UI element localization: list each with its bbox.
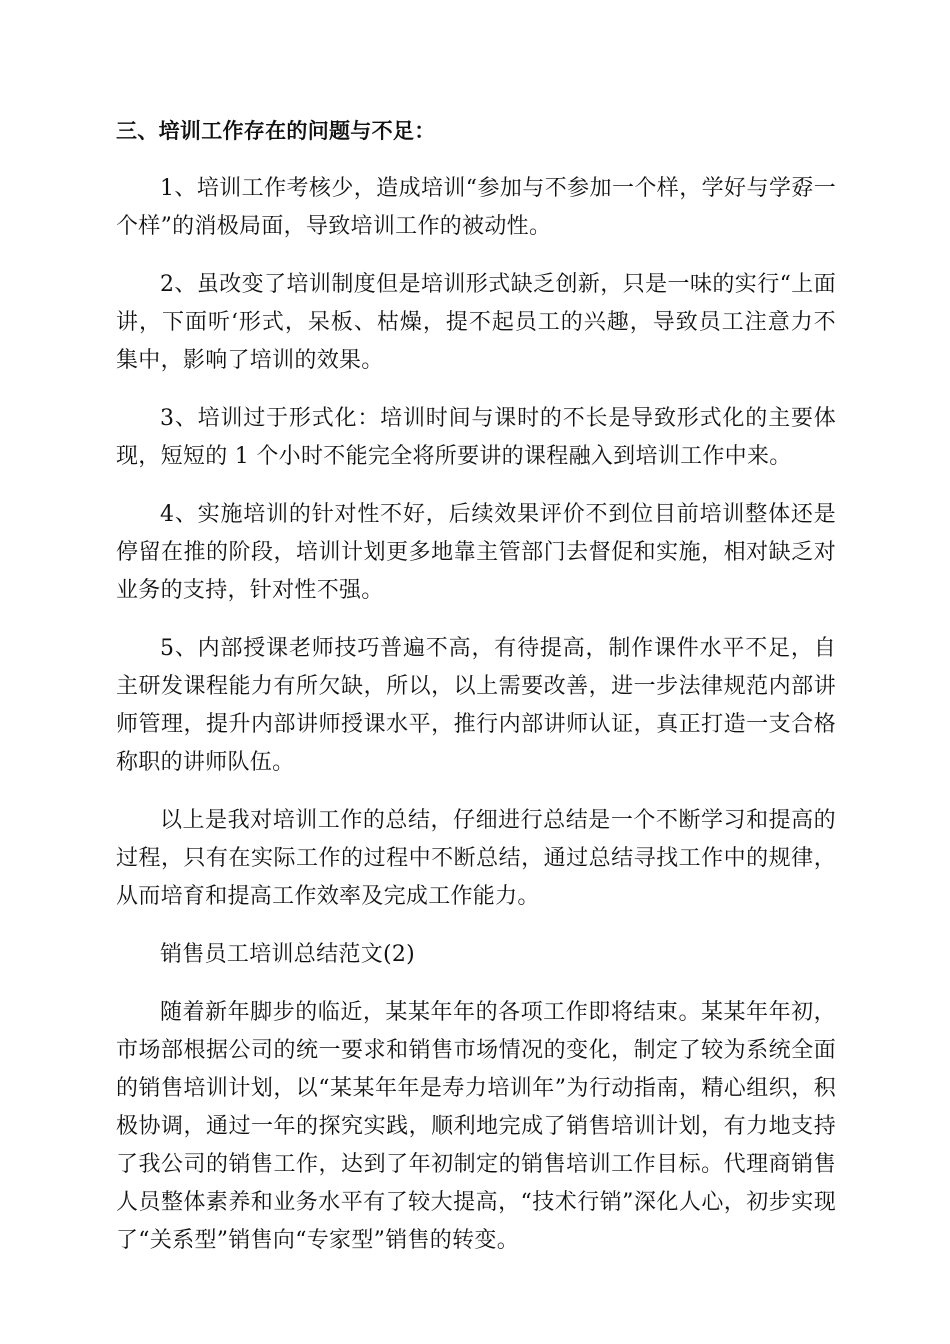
article-subtitle: 销售员工培训总结范文(2) xyxy=(160,942,416,967)
document-body xyxy=(116,112,836,1280)
summary-paragraph: 以上是我对培训工作的总结，仔细进行总结是一个不断学习和提高的过程，只有在实际工作的过程中不断总结，通过总结寻找工作中的规律，从而培育和提高工作效率及完成工作能力。 xyxy=(116,808,836,909)
paragraph-item-4: 4、实施培训的针对性不好，后续效果评价不到位目前培训整体还是停留在推的阶段，培训计划更多地靠主管部门去督促和实施，相对缺乏对业务的支持，针对性不强。 xyxy=(116,502,836,603)
paragraph-item-3: 3、培训过于形式化：培训时间与课时的不长是导致形式化的主要体现，短短的 1 个小时不能完全将所要讲的课程融入到培训工作中来。 xyxy=(116,406,836,469)
paragraph-item-1: 1、培训工作考核少，造成培训“参加与不参加一个样，学好与学孬一个样”的消极局面，导致培训工作的被动性。 xyxy=(116,176,836,239)
intro-paragraph: 随着新年脚步的临近，某某年年的各项工作即将结束。某某年年初，市场部根据公司的统一要求和销售市场情况的变化，制定了较为系统全面的销售培训计划，以“某某年年是寿力培训年”为行动指南，精心组织，积极协调，通过一年的探究实践，顺利地完成了销售培训计划，有力地支持了我公司的销售工作，达到了年初制定的销售培训工作目标。代理商销售人员整体素养和业务水平有了较大提高，“技术行销”深化人心，初步实现了“关系型”销售向“专家型”销售的转变。 xyxy=(116,1000,836,1253)
paragraph-item-2: 2、虽改变了培训制度但是培训形式缺乏创新，只是一味的实行“上面讲，下面听‘形式，呆板、枯燥，提不起员工的兴趣，导致员工注意力不集中，影响了培训的效果。 xyxy=(116,272,836,373)
section-heading: 三、培训工作存在的问题与不足： xyxy=(116,119,436,143)
paragraph-item-5: 5、内部授课老师技巧普遍不高，有待提高，制作课件水平不足，自主研发课程能力有所欠缺，所以，以上需要改善，进一步法律规范内部讲师管理，提升内部讲师授课水平，推行内部讲师认证，真正打造一支合格称职的讲师队伍。 xyxy=(116,636,836,775)
